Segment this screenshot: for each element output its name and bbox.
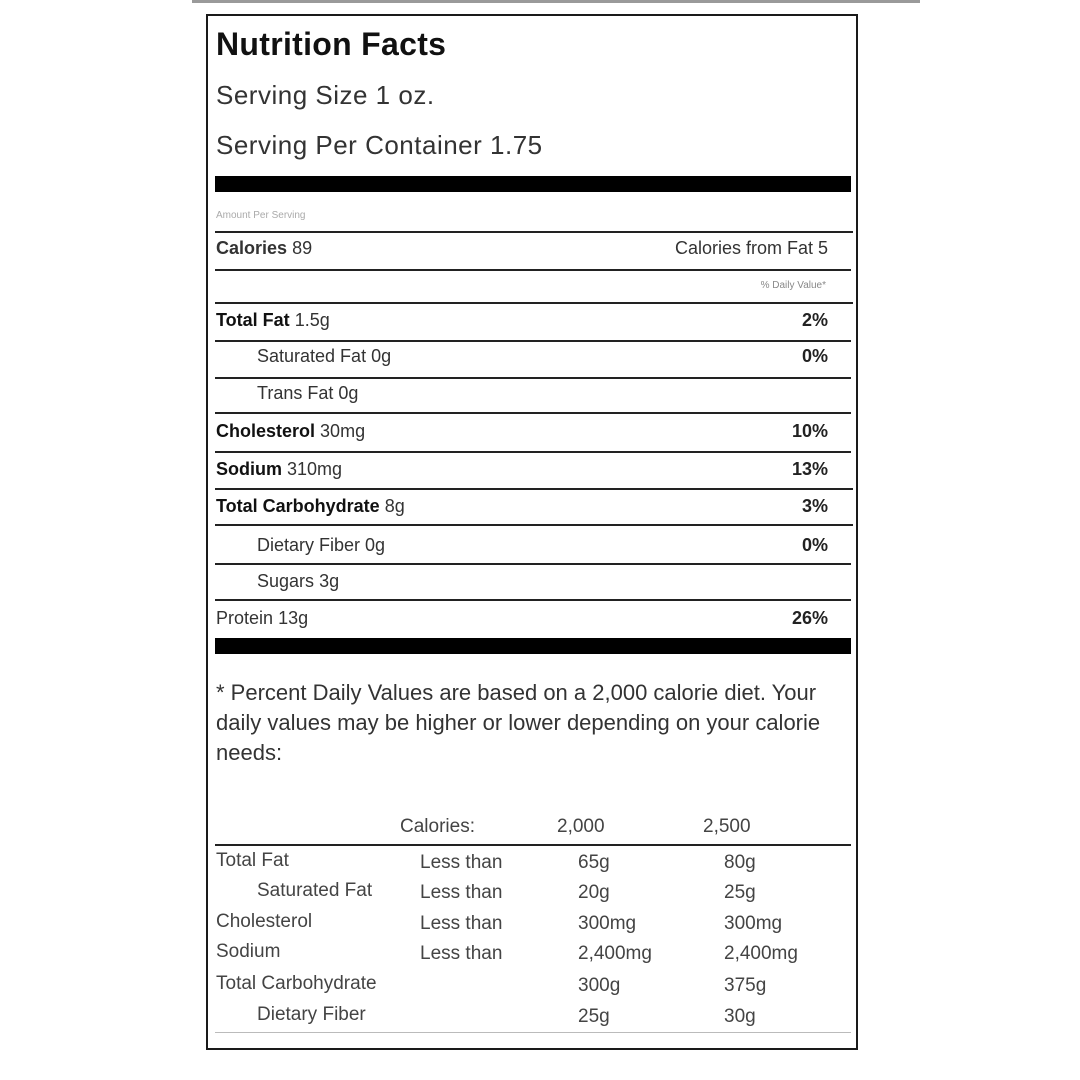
divider bbox=[215, 269, 851, 271]
ref-row-value-2000: 300g bbox=[578, 975, 621, 996]
divider bbox=[215, 231, 851, 233]
label-title: Nutrition Facts bbox=[216, 26, 447, 62]
top-border-line bbox=[192, 0, 920, 3]
ref-row-name: Sodium bbox=[216, 941, 281, 962]
ref-row-value-2000: 300mg bbox=[578, 913, 637, 934]
ref-header-label: Calories: bbox=[400, 816, 475, 837]
ref-row-name: Dietary Fiber bbox=[257, 1004, 366, 1025]
nutrient-row-protein: Protein 13g 26% bbox=[216, 608, 828, 628]
bottom-rule bbox=[215, 1032, 851, 1033]
nutrient-row-total-carbohydrate: Total Carbohydrate 8g 3% bbox=[216, 496, 828, 516]
daily-value-header: % Daily Value* bbox=[760, 280, 826, 291]
divider-tick bbox=[845, 524, 853, 526]
nutrient-row-sugars: Sugars 3g bbox=[257, 571, 340, 591]
ref-row-value-2000: 65g bbox=[578, 852, 610, 873]
ref-row-value-2000: 20g bbox=[578, 882, 610, 903]
ref-row-name: Total Fat bbox=[216, 850, 289, 871]
ref-row-value-2500: 25g bbox=[724, 882, 756, 903]
divider bbox=[215, 524, 851, 526]
ref-row-value-2000: 25g bbox=[578, 1006, 610, 1027]
ref-row-name: Total Carbohydrate bbox=[216, 973, 377, 994]
ref-header-2000: 2,000 bbox=[557, 816, 605, 837]
divider bbox=[215, 412, 851, 414]
divider bbox=[215, 563, 851, 565]
divider bbox=[215, 599, 851, 601]
divider-tick bbox=[845, 488, 853, 490]
nutrition-label bbox=[206, 14, 858, 1050]
ref-row-name: Saturated Fat bbox=[257, 880, 373, 901]
nutrient-row-trans-fat: Trans Fat 0g bbox=[257, 383, 359, 403]
divider-tick bbox=[845, 302, 853, 304]
divider-tick bbox=[845, 231, 853, 233]
divider bbox=[215, 844, 851, 846]
calories-label: Calories 89 bbox=[216, 238, 313, 258]
nutrient-row-sodium: Sodium 310mg 13% bbox=[216, 459, 828, 479]
calories-row bbox=[216, 238, 828, 259]
divider bbox=[215, 377, 851, 379]
divider bbox=[215, 488, 851, 490]
divider bbox=[215, 340, 851, 342]
ref-row-name: Cholesterol bbox=[216, 911, 313, 932]
divider bbox=[215, 302, 851, 304]
nutrient-row-cholesterol: Cholesterol 30mg 10% bbox=[216, 421, 828, 441]
nutrient-row-total-fat: Total Fat 1.5g 2% bbox=[216, 310, 828, 330]
ref-row-value-2500: 30g bbox=[724, 1006, 756, 1027]
ref-row-value-2500: 2,400mg bbox=[724, 943, 798, 964]
servings-per-container: Serving Per Container 1.75 bbox=[216, 130, 543, 160]
ref-row-value-2500: 80g bbox=[724, 852, 756, 873]
ref-row-value-2500: 300mg bbox=[724, 913, 783, 934]
nutrient-row-saturated-fat: Saturated Fat 0g 0% bbox=[257, 346, 828, 366]
thick-divider-bottom bbox=[215, 638, 851, 654]
footnote: * Percent Daily Values are based on a 2,000 calorie diet. Your daily values may be higher or lower depending on your calorie needs: bbox=[216, 680, 821, 765]
ref-row-qualifier: Less than bbox=[420, 882, 503, 903]
ref-row-value-2500: 375g bbox=[724, 975, 767, 996]
divider bbox=[215, 451, 851, 453]
nutrient-row-dietary-fiber: Dietary Fiber 0g 0% bbox=[257, 535, 828, 555]
calories-from-fat: Calories from Fat 5 bbox=[674, 238, 828, 258]
ref-row-qualifier: Less than bbox=[420, 943, 503, 964]
ref-row-value-2000: 2,400mg bbox=[578, 943, 652, 964]
ref-row-qualifier: Less than bbox=[420, 852, 503, 873]
ref-header-2500: 2,500 bbox=[703, 816, 751, 837]
serving-size: Serving Size 1 oz. bbox=[216, 80, 435, 110]
thick-divider-top bbox=[215, 176, 851, 192]
amount-per-serving: Amount Per Serving bbox=[216, 210, 306, 221]
ref-row-qualifier: Less than bbox=[420, 913, 503, 934]
